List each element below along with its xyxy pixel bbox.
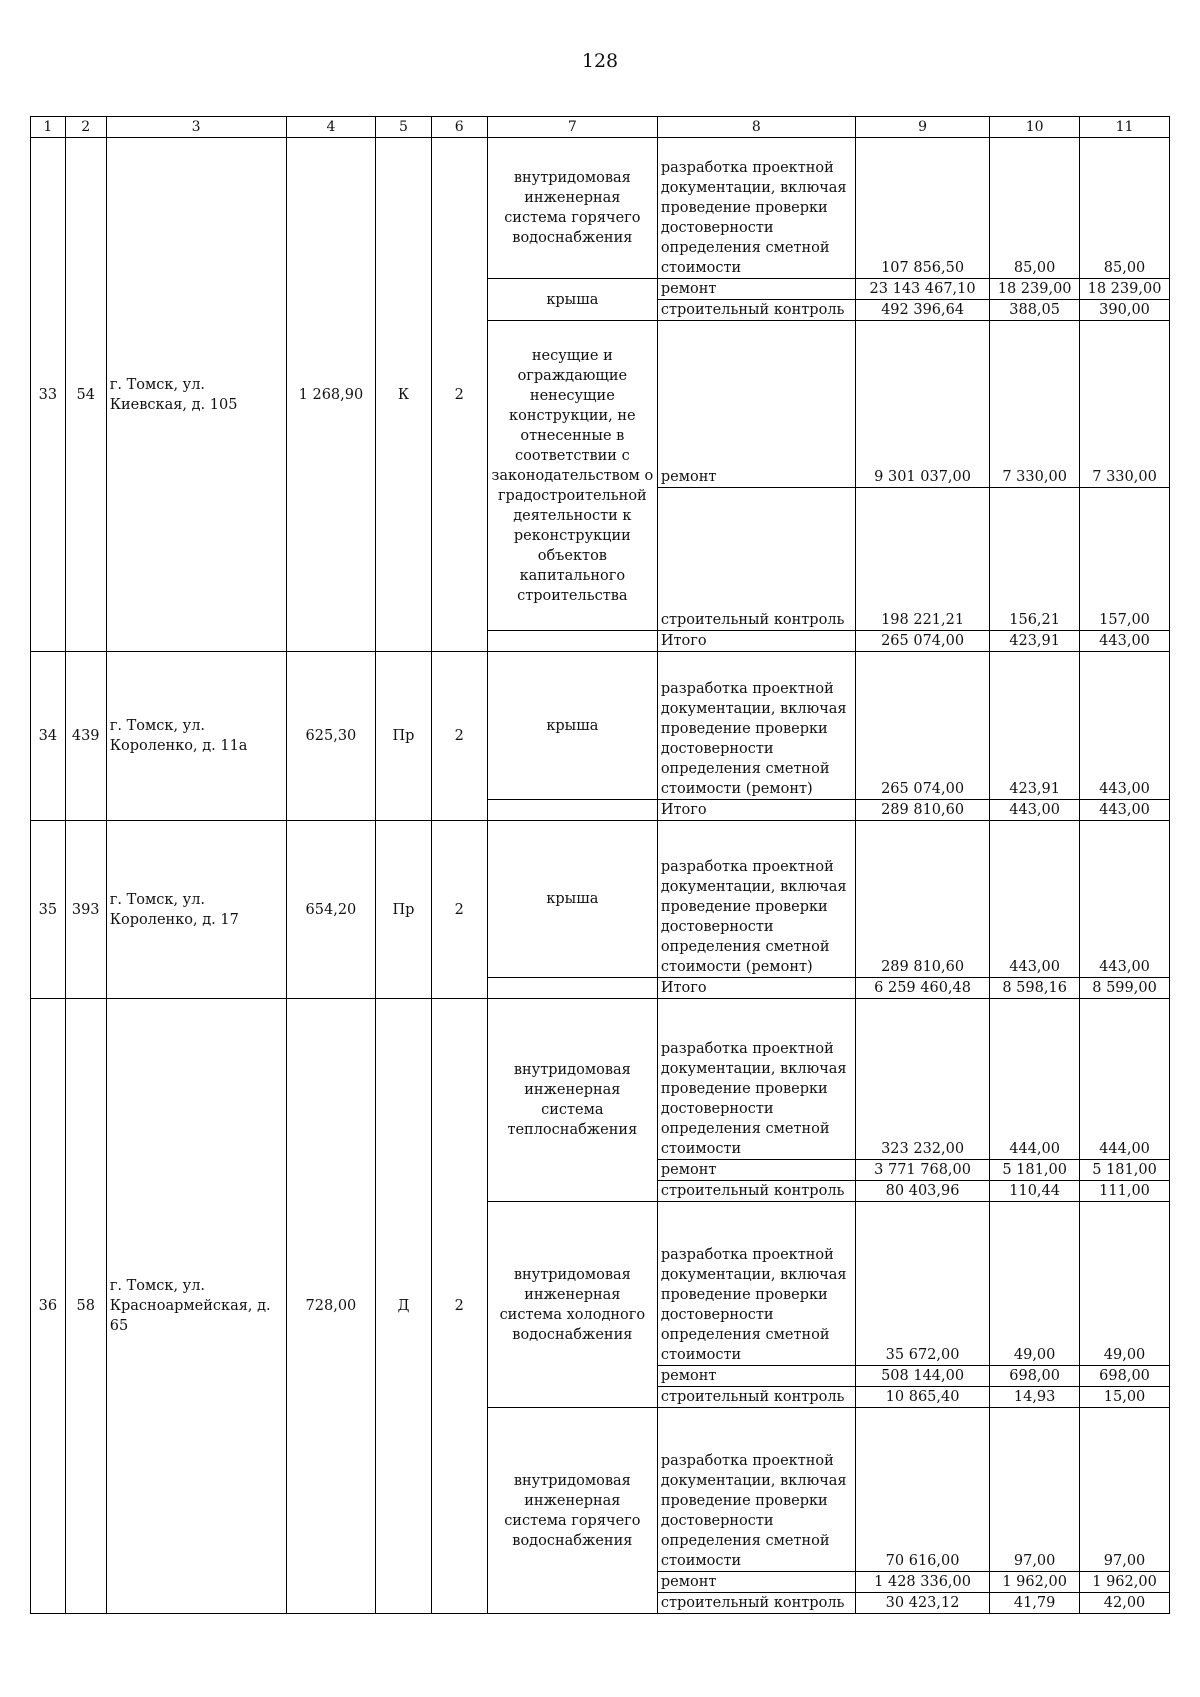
table-row <box>31 652 1170 800</box>
table-row <box>31 999 1170 1160</box>
cost-limit: 698,00 <box>1080 1366 1170 1387</box>
cost-per-m2: 443,00 <box>990 821 1080 978</box>
column-number: 11 <box>1080 117 1170 138</box>
work-type: строительный контроль <box>657 300 855 321</box>
cost-limit: 443,00 <box>1080 631 1170 652</box>
cost-per-m2: 698,00 <box>990 1366 1080 1387</box>
cost-limit: 1 962,00 <box>1080 1572 1170 1593</box>
cost-total: 80 403,96 <box>855 1181 989 1202</box>
column-number: 6 <box>431 117 487 138</box>
element-name: внутридомовая инженерная система горячего водоснабжения <box>487 1408 657 1614</box>
total-label: Итого <box>657 631 855 652</box>
column-number: 10 <box>990 117 1080 138</box>
work-type: ремонт <box>657 279 855 300</box>
work-type: ремонт <box>657 321 855 488</box>
work-type: ремонт <box>657 1572 855 1593</box>
priority: 2 <box>431 999 487 1614</box>
cost-per-m2: 85,00 <box>990 138 1080 279</box>
element-name: внутридомовая инженерная система холодного водоснабжения <box>487 1202 657 1408</box>
work-type: строительный контроль <box>657 1593 855 1614</box>
table-row <box>31 821 1170 978</box>
cost-total: 107 856,50 <box>855 138 989 279</box>
cost-per-m2: 1 962,00 <box>990 1572 1080 1593</box>
cost-total: 265 074,00 <box>855 631 989 652</box>
cost-per-m2: 97,00 <box>990 1408 1080 1572</box>
cost-limit: 157,00 <box>1080 488 1170 631</box>
total-label: Итого <box>657 978 855 999</box>
cost-limit: 97,00 <box>1080 1408 1170 1572</box>
cost-total: 10 865,40 <box>855 1387 989 1408</box>
cost-limit: 85,00 <box>1080 138 1170 279</box>
house-id: 58 <box>65 999 106 1614</box>
cost-per-m2: 5 181,00 <box>990 1160 1080 1181</box>
cost-total: 289 810,60 <box>855 800 989 821</box>
cost-total: 289 810,60 <box>855 821 989 978</box>
cost-total: 6 259 460,48 <box>855 978 989 999</box>
column-number: 5 <box>376 117 431 138</box>
house-type: К <box>376 138 431 652</box>
house-area: 1 268,90 <box>286 138 376 652</box>
cost-limit: 7 330,00 <box>1080 321 1170 488</box>
element-name: крыша <box>487 652 657 800</box>
column-number: 1 <box>31 117 66 138</box>
element-name: внутридомовая инженерная система теплоснабжения <box>487 999 657 1202</box>
cost-total: 35 672,00 <box>855 1202 989 1366</box>
cost-per-m2: 8 598,16 <box>990 978 1080 999</box>
cost-per-m2: 14,93 <box>990 1387 1080 1408</box>
row-number: 36 <box>31 999 66 1614</box>
cost-total: 508 144,00 <box>855 1366 989 1387</box>
work-type: строительный контроль <box>657 1387 855 1408</box>
column-number: 2 <box>65 117 106 138</box>
work-type: строительный контроль <box>657 1181 855 1202</box>
cost-total: 23 143 467,10 <box>855 279 989 300</box>
page-number: 128 <box>581 50 619 72</box>
cost-limit: 443,00 <box>1080 800 1170 821</box>
cost-total: 265 074,00 <box>855 652 989 800</box>
cost-limit: 443,00 <box>1080 652 1170 800</box>
cost-limit: 15,00 <box>1080 1387 1170 1408</box>
works-table <box>30 116 1170 1614</box>
cost-limit: 42,00 <box>1080 1593 1170 1614</box>
column-number: 4 <box>286 117 376 138</box>
element-name: внутридомовая инженерная система горячего водоснабжения <box>487 138 657 279</box>
house-area: 625,30 <box>286 652 376 821</box>
house-id: 54 <box>65 138 106 652</box>
cost-total: 30 423,12 <box>855 1593 989 1614</box>
cost-per-m2: 423,91 <box>990 652 1080 800</box>
cost-per-m2: 7 330,00 <box>990 321 1080 488</box>
work-type: разработка проектной документации, включая проведение проверки достоверности определения сметной стоимости (ремонт) <box>657 652 855 800</box>
cost-total: 3 771 768,00 <box>855 1160 989 1181</box>
cost-limit: 443,00 <box>1080 821 1170 978</box>
element-name: крыша <box>487 821 657 978</box>
cost-per-m2: 156,21 <box>990 488 1080 631</box>
cost-limit: 49,00 <box>1080 1202 1170 1366</box>
house-type: Пр <box>376 652 431 821</box>
work-type: ремонт <box>657 1160 855 1181</box>
column-number-row <box>31 117 1170 138</box>
work-type: разработка проектной документации, включая проведение проверки достоверности определения сметной стоимости <box>657 1202 855 1366</box>
cost-limit: 111,00 <box>1080 1181 1170 1202</box>
priority: 2 <box>431 138 487 652</box>
priority: 2 <box>431 821 487 999</box>
cost-limit: 390,00 <box>1080 300 1170 321</box>
house-type: Пр <box>376 821 431 999</box>
house-address: г. Томск, ул. Короленко, д. 17 <box>106 821 286 999</box>
row-number: 33 <box>31 138 66 652</box>
house-area: 728,00 <box>286 999 376 1614</box>
work-type: ремонт <box>657 1366 855 1387</box>
cost-per-m2: 444,00 <box>990 999 1080 1160</box>
column-number: 7 <box>487 117 657 138</box>
house-address: г. Томск, ул. Киевская, д. 105 <box>106 138 286 652</box>
cost-total: 492 396,64 <box>855 300 989 321</box>
total-label: Итого <box>657 800 855 821</box>
cost-per-m2: 49,00 <box>990 1202 1080 1366</box>
row-number: 35 <box>31 821 66 999</box>
work-type: разработка проектной документации, включая проведение проверки достоверности определения сметной стоимости <box>657 999 855 1160</box>
work-type: разработка проектной документации, включая проведение проверки достоверности определения сметной стоимости <box>657 1408 855 1572</box>
row-number: 34 <box>31 652 66 821</box>
work-type: разработка проектной документации, включая проведение проверки достоверности определения сметной стоимости (ремонт) <box>657 821 855 978</box>
house-id: 439 <box>65 652 106 821</box>
cost-limit: 444,00 <box>1080 999 1170 1160</box>
cost-per-m2: 18 239,00 <box>990 279 1080 300</box>
house-address: г. Томск, ул. Короленко, д. 11а <box>106 652 286 821</box>
house-area: 654,20 <box>286 821 376 999</box>
table-row <box>31 138 1170 279</box>
priority: 2 <box>431 652 487 821</box>
cost-limit: 18 239,00 <box>1080 279 1170 300</box>
cost-total: 198 221,21 <box>855 488 989 631</box>
cost-per-m2: 388,05 <box>990 300 1080 321</box>
element-name: крыша <box>487 279 657 321</box>
cost-total: 323 232,00 <box>855 999 989 1160</box>
column-number: 3 <box>106 117 286 138</box>
house-address: г. Томск, ул. Красноармейская, д. 65 <box>106 999 286 1614</box>
cost-per-m2: 423,91 <box>990 631 1080 652</box>
column-number: 9 <box>855 117 989 138</box>
cost-per-m2: 443,00 <box>990 800 1080 821</box>
house-type: Д <box>376 999 431 1614</box>
cost-limit: 5 181,00 <box>1080 1160 1170 1181</box>
cost-total: 1 428 336,00 <box>855 1572 989 1593</box>
house-id: 393 <box>65 821 106 999</box>
column-number: 8 <box>657 117 855 138</box>
work-type: разработка проектной документации, включая проведение проверки достоверности определения сметной стоимости <box>657 138 855 279</box>
element-name: несущие и ограждающие ненесущие конструкции, не отнесенные в соответствии с законодательством о градостроительной деятельности к реконструкции объектов капитального строительства <box>487 321 657 631</box>
cost-total: 70 616,00 <box>855 1408 989 1572</box>
cost-per-m2: 41,79 <box>990 1593 1080 1614</box>
cost-per-m2: 110,44 <box>990 1181 1080 1202</box>
cost-total: 9 301 037,00 <box>855 321 989 488</box>
work-type: строительный контроль <box>657 488 855 631</box>
cost-limit: 8 599,00 <box>1080 978 1170 999</box>
